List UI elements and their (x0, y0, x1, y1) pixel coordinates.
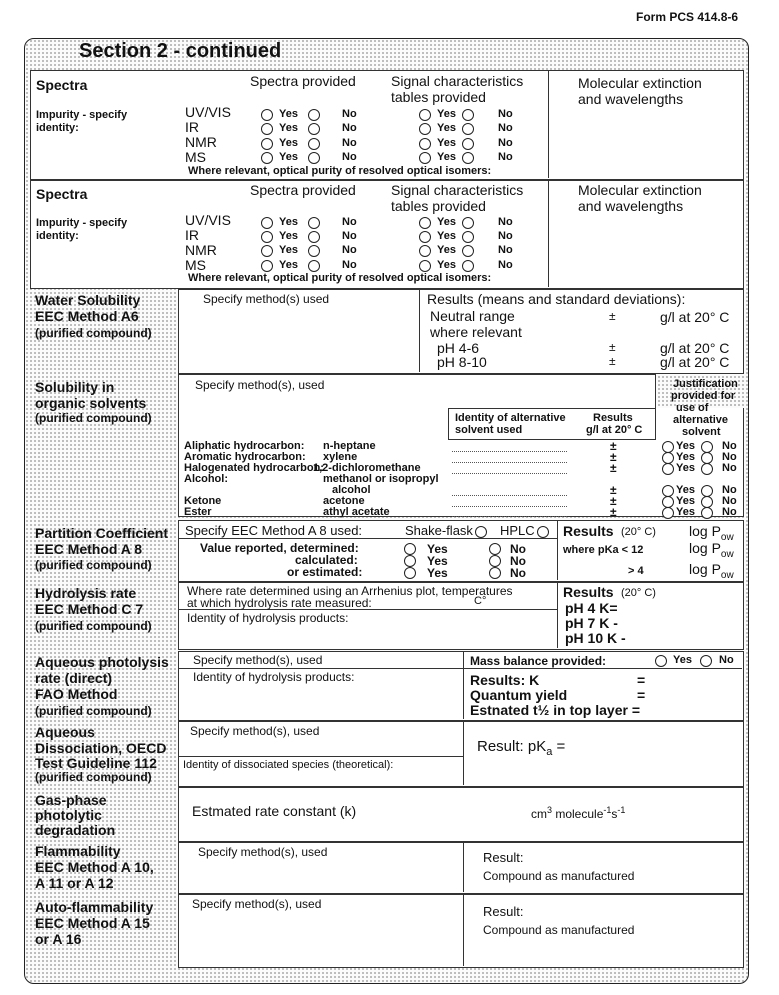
yes-label: Yes (437, 151, 456, 163)
spectra-2-note: Where relevant, optical purity of resolved optical isomers: (188, 272, 492, 284)
dissociation-purified: (purified compound) (35, 770, 152, 784)
water-solubility-specify: Specify method(s) used (203, 292, 330, 306)
solvent-name: 1,2-dichloromethane (313, 462, 421, 474)
spectra-1-type-ms: MS (185, 149, 206, 165)
partition-results: Results (563, 523, 614, 539)
radio[interactable] (462, 152, 474, 164)
hplc-radio[interactable] (537, 526, 549, 538)
no-label: No (510, 554, 526, 568)
photolysis-identity: Identity of hydrolysis products: (193, 670, 355, 684)
yes-label: Yes (676, 440, 695, 452)
plus-minus: ± (609, 354, 616, 368)
justification: Justification (673, 378, 738, 390)
gl-20c: g/l at 20° C (660, 309, 730, 325)
radio[interactable] (261, 152, 273, 164)
spectra-1-type-ir: IR (185, 119, 199, 135)
organic-purified: (purified compound) (35, 411, 152, 425)
organic-gl: g/l at 20° C (586, 424, 643, 436)
photolysis-purified: (purified compound) (35, 704, 152, 718)
dissociation-label: Aqueous (35, 724, 95, 740)
photolysis-fao: FAO Method (35, 686, 118, 702)
no-label: No (722, 495, 737, 507)
plus-minus: ± (609, 309, 616, 323)
pka-lt-12: where pKa < 12 (563, 544, 644, 556)
radio[interactable] (419, 152, 431, 164)
no-label: No (510, 542, 526, 556)
arrhenius-note: Where rate determined using an Arrhenius plot, temperatures (187, 584, 513, 598)
flammability-method: EEC Method A 10, (35, 859, 154, 875)
hydrolysis-results-cond: (20° C) (621, 587, 656, 599)
spectra-2-type-nmr: NMR (185, 242, 217, 258)
spectra-1-note: Where relevant, optical purity of resolved optical isomers: (188, 165, 492, 177)
yes-label: Yes (279, 244, 298, 256)
no-label: No (342, 216, 357, 228)
yes-label: Yes (676, 451, 695, 463)
radio[interactable] (655, 655, 667, 667)
justification-5: solvent (682, 426, 721, 438)
neutral-range: Neutral range (430, 308, 515, 324)
ph-4-6: pH 4-6 (437, 340, 480, 356)
spectra-2-signal-header: Signal characteristics (391, 182, 524, 198)
dissociation-label-2: Dissociation, OECD (35, 740, 167, 756)
radio[interactable] (462, 138, 474, 150)
radio[interactable] (308, 109, 320, 121)
spectra-1-provided-header: Spectra provided (250, 73, 356, 89)
spectra-2-provided-header: Spectra provided (250, 182, 356, 198)
partition-specify: Specify EEC Method A 8 used: (185, 523, 363, 538)
spectra-1-molecular: Molecular extinction (578, 75, 702, 91)
water-solubility-results: Results (means and standard deviations): (427, 291, 686, 307)
radio[interactable] (419, 231, 431, 243)
no-label: No (342, 244, 357, 256)
auto-flammability-method: EEC Method A 15 (35, 915, 150, 931)
organic-specify: Specify method(s), used (195, 378, 325, 392)
equals-sign: = (637, 672, 646, 688)
no-label: No (722, 440, 737, 452)
yes-label: Yes (279, 108, 298, 120)
organic-label: Solubility in (35, 379, 115, 395)
radio[interactable] (404, 555, 416, 567)
spectra-1-signal-header: Signal characteristics (391, 73, 524, 89)
plus-minus: ± (609, 340, 616, 354)
solvent-class: Alcohol: (184, 473, 228, 485)
plus-minus: ± (610, 439, 617, 453)
yes-label: Yes (279, 216, 298, 228)
justification-3: use of (676, 402, 709, 414)
hydrolysis-identity: Identity of hydrolysis products: (187, 611, 349, 625)
no-label: No (498, 137, 513, 149)
yes-label: Yes (437, 108, 456, 120)
water-solubility-purified: (purified compound) (35, 326, 152, 340)
no-label: No (722, 506, 737, 518)
alt-solvent-used: solvent used (455, 424, 523, 436)
spectra-1-signal-header-2: tables provided (391, 89, 486, 105)
no-label: No (719, 654, 734, 666)
photolysis-specify: Specify method(s), used (193, 653, 323, 667)
no-label: No (498, 151, 513, 163)
yes-label: Yes (279, 137, 298, 149)
section-title: Section 2 - continued (79, 40, 282, 62)
radio[interactable] (261, 231, 273, 243)
rate-units: $cm^3$ $molecule^{-1}s^{-1}$ (531, 805, 626, 821)
gas-phase-photolytic: photolytic (35, 807, 102, 823)
solvent-class: Halogenated hydrocarbon: (184, 462, 324, 474)
solvent-name: acetone (323, 495, 365, 507)
ph-8-10: pH 8-10 (437, 354, 487, 370)
radio[interactable] (462, 123, 474, 135)
estimated-rate: Estmated rate constant (k) (192, 803, 357, 819)
spectra-1-type-nmr: NMR (185, 134, 217, 150)
yes-label: Yes (279, 122, 298, 134)
auto-flammability-result: Result: (483, 904, 524, 919)
spectra-1-impurity: Impurity - specify (36, 109, 128, 121)
yes-label: Yes (437, 259, 456, 271)
log-pow-2: $\log P_{ow}$ (689, 540, 734, 560)
gt-4: > 4 (628, 565, 644, 577)
radio[interactable] (462, 260, 474, 272)
log-pow-1: $\log P_{ow}$ (689, 523, 734, 543)
radio[interactable] (489, 543, 501, 555)
partition-results-cond: (20° C) (621, 526, 656, 538)
radio[interactable] (419, 260, 431, 272)
solvent-class: Ester (184, 506, 212, 518)
water-solubility-label: Water Solubility (35, 292, 141, 308)
no-label: No (342, 122, 357, 134)
gas-phase-degradation: degradation (35, 822, 116, 838)
no-label: No (722, 451, 737, 463)
spectra-2-identity: identity: (36, 230, 79, 242)
solvent-name: athyl acetate (323, 506, 390, 518)
spectra-2-impurity: Impurity - specify (36, 217, 128, 229)
yes-label: Yes (427, 554, 448, 568)
no-label: No (498, 230, 513, 242)
spectra-2-type-ir: IR (185, 227, 199, 243)
radio[interactable] (489, 555, 501, 567)
flammability-compound: Compound as manufactured (483, 869, 635, 883)
radio[interactable] (261, 260, 273, 272)
spectra-1-identity: identity: (36, 122, 79, 134)
gas-phase-label: Gas-phase (35, 792, 107, 808)
spectra-1-label: Spectra (36, 77, 88, 93)
photolysis-results-k: Results: K (470, 672, 540, 688)
organic-results: Results (593, 412, 633, 424)
spectra-2-signal-header-2: tables provided (391, 198, 486, 214)
hydrolysis-ph-7: pH 7 K - (565, 615, 618, 631)
no-label: No (342, 230, 357, 242)
hydrolysis-method-label: EEC Method C 7 (35, 601, 144, 617)
arrhenius-note-2: at which hydrolysis rate measured: (187, 596, 372, 610)
radio[interactable] (308, 152, 320, 164)
justification-4: alternative (673, 414, 729, 426)
yes-label: Yes (676, 462, 695, 474)
value-reported: Value reported, determined: (200, 541, 359, 555)
radio[interactable] (662, 507, 674, 519)
radio[interactable] (662, 463, 674, 475)
partition-label: Partition Coefficient (35, 525, 169, 541)
radio[interactable] (308, 123, 320, 135)
hydrolysis-ph-10: pH 10 K - (565, 630, 626, 646)
solvent-name: xylene (323, 451, 358, 463)
hydrolysis-label: Hydrolysis rate (35, 585, 137, 601)
no-label: No (342, 137, 357, 149)
no-label: No (498, 108, 513, 120)
yes-label: Yes (437, 216, 456, 228)
hydrolysis-purified: (purified compound) (35, 619, 152, 633)
quantum-yield: Quantum yield (470, 687, 568, 703)
photolysis-label: Aqueous photolysis (35, 654, 169, 670)
flammability-specify: Specify method(s), used (198, 845, 328, 859)
radio[interactable] (701, 463, 713, 475)
gl-20c: g/l at 20° C (660, 354, 730, 370)
organic-label-2: organic solvents (35, 395, 147, 411)
plus-minus: ± (610, 483, 617, 497)
radio[interactable] (261, 138, 273, 150)
solvent-class: Ketone (184, 495, 222, 507)
gl-20c: g/l at 20° C (660, 340, 730, 356)
yes-label: Yes (437, 244, 456, 256)
yes-label: Yes (437, 230, 456, 242)
no-label: No (498, 259, 513, 271)
yes-label: Yes (437, 137, 456, 149)
no-label: No (342, 151, 357, 163)
shake-flask-radio[interactable] (475, 526, 487, 538)
radio[interactable] (700, 655, 712, 667)
radio[interactable] (308, 260, 320, 272)
auto-flammability-method-2: or A 16 (35, 931, 82, 947)
partition-method-label: EEC Method A 8 (35, 541, 143, 557)
flammability-label: Flammability (35, 843, 121, 859)
no-label: No (498, 216, 513, 228)
radio[interactable] (308, 138, 320, 150)
solvent-name: methanol or isopropyl (323, 473, 439, 485)
spectra-1-type-uvvis: UV/VIS (185, 104, 231, 120)
auto-flammability-label: Auto-flammability (35, 899, 154, 915)
photolysis-rate: rate (direct) (35, 670, 113, 686)
justification-2: provided for (671, 390, 736, 402)
dissociation-guideline: Test Guideline 112 (35, 755, 157, 771)
solvent-class: Aliphatic hydrocarbon: (184, 440, 305, 452)
radio[interactable] (489, 567, 501, 579)
radio[interactable] (261, 217, 273, 229)
radio[interactable] (419, 123, 431, 135)
no-label: No (498, 244, 513, 256)
spectra-2-label: Spectra (36, 186, 88, 202)
radio[interactable] (419, 138, 431, 150)
radio[interactable] (462, 217, 474, 229)
radio[interactable] (308, 231, 320, 243)
solvent-class: Aromatic hydrocarbon: (184, 451, 306, 463)
radio[interactable] (261, 123, 273, 135)
yes-label: Yes (676, 484, 695, 496)
plus-minus: ± (610, 450, 617, 464)
no-label: No (722, 484, 737, 496)
radio[interactable] (419, 217, 431, 229)
mass-balance: Mass balance provided: (470, 654, 607, 668)
result-pka: Result: $pK_a$ = (477, 738, 566, 758)
flammability-result: Result: (483, 850, 524, 865)
plus-minus: ± (610, 494, 617, 508)
radio[interactable] (701, 507, 713, 519)
alt-solvent-identity: Identity of alternative (455, 412, 566, 424)
hplc-label: HPLC (500, 523, 535, 538)
partition-purified: (purified compound) (35, 558, 152, 572)
yes-label: Yes (437, 122, 456, 134)
water-solubility-method-label: EEC Method A6 (35, 308, 139, 324)
neutral-where: where relevant (430, 324, 522, 340)
radio[interactable] (261, 109, 273, 121)
shake-flask-label: Shake-flask (405, 523, 473, 538)
spectra-1-molecular-2: and wavelengths (578, 91, 684, 107)
yes-label: Yes (279, 259, 298, 271)
degrees-c: C° (474, 595, 487, 607)
yes-label: Yes (279, 230, 298, 242)
plus-minus: ± (610, 505, 617, 519)
radio[interactable] (404, 543, 416, 555)
no-label: No (498, 122, 513, 134)
no-label: No (722, 462, 737, 474)
radio[interactable] (419, 109, 431, 121)
yes-label: Yes (676, 506, 695, 518)
radio[interactable] (462, 245, 474, 257)
dissociated-species: Identity of dissociated species (theoretical): (183, 759, 394, 771)
radio[interactable] (308, 217, 320, 229)
log-pow-3: $\log P_{ow}$ (689, 561, 734, 581)
solvent-name: alcohol (332, 484, 371, 496)
yes-label: Yes (676, 495, 695, 507)
value-calculated: calculated: (295, 553, 358, 567)
estimated-half-life: Estnated t½ in top layer = (470, 702, 640, 718)
yes-label: Yes (673, 654, 692, 666)
auto-flammability-specify: Specify method(s), used (192, 897, 322, 911)
hydrolysis-results: Results (563, 584, 614, 600)
value-estimated: or estimated: (287, 565, 363, 579)
no-label: No (342, 108, 357, 120)
radio[interactable] (404, 567, 416, 579)
dissociation-specify: Specify method(s), used (190, 724, 320, 738)
spectra-2-molecular-2: and wavelengths (578, 198, 684, 214)
yes-label: Yes (279, 151, 298, 163)
no-label: No (342, 259, 357, 271)
yes-label: Yes (427, 566, 448, 580)
flammability-method-2: A 11 or A 12 (35, 875, 114, 891)
radio[interactable] (419, 245, 431, 257)
radio[interactable] (261, 245, 273, 257)
plus-minus: ± (610, 461, 617, 475)
solvent-name: n-heptane (323, 440, 376, 452)
auto-flammability-compound: Compound as manufactured (483, 923, 635, 937)
spectra-2-type-ms: MS (185, 257, 206, 273)
no-label: No (510, 566, 526, 580)
spectra-2-type-uvvis: UV/VIS (185, 212, 231, 228)
yes-label: Yes (427, 542, 448, 556)
radio[interactable] (462, 231, 474, 243)
radio[interactable] (308, 245, 320, 257)
spectra-2-molecular: Molecular extinction (578, 182, 702, 198)
hydrolysis-ph-4: pH 4 K= (565, 600, 618, 616)
equals-sign: = (637, 687, 646, 703)
radio[interactable] (462, 109, 474, 121)
form-id: Form PCS 414.8-6 (636, 10, 739, 24)
